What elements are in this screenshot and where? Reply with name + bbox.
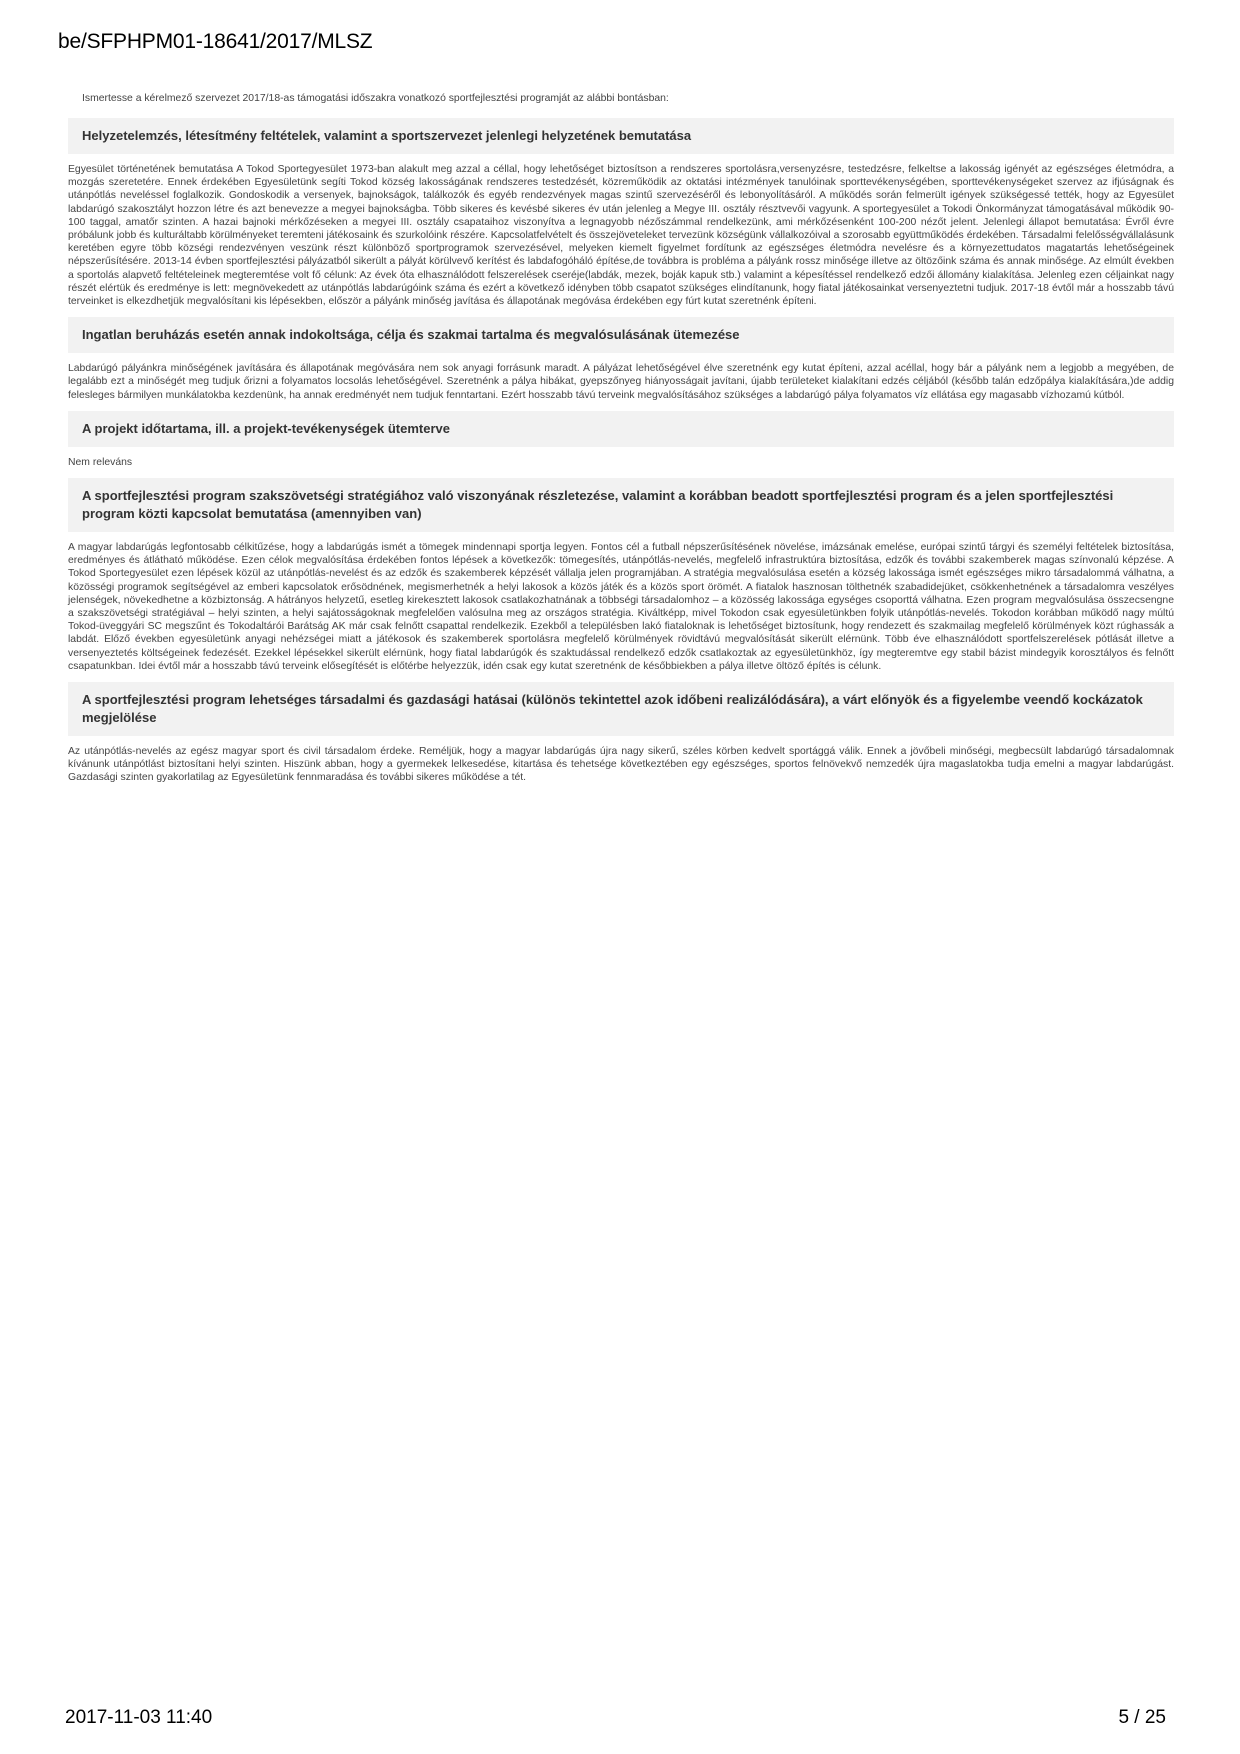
section-heading: Ingatlan beruházás esetén annak indokoltsága, célja és szakmai tartalma és megvalósulásának ütemezése bbox=[68, 317, 1174, 353]
section-real-estate-investment bbox=[68, 317, 1174, 402]
document-content bbox=[68, 92, 1174, 794]
section-heading: A sportfejlesztési program szakszövetségi stratégiához való viszonyának részletezése, valamint a korábban beadott sportfejlesztési program és a jelen sportfejlesztési program közti kapcsolat bemutatása (amennyiben van) bbox=[68, 478, 1174, 532]
section-body: Nem releváns bbox=[68, 456, 133, 468]
section-federation-strategy bbox=[68, 478, 1174, 673]
section-heading: Helyzetelemzés, létesítmény feltételek, valamint a sportszervezet jelenlegi helyzetének bemutatása bbox=[68, 118, 1174, 154]
section-body: Egyesület történetének bemutatása A Tokod Sportegyesület 1973-ban alakult meg azzal a céllal, hogy lehetőséget biztosítson a rendszeres sportolásra,versenyzésre, testedzésre, felkeltse a lakosság igényét az egészséges életmódra, a mozgás szeretetére. Ennek érdekében Egyesületünk segíti Tokod község lakosságának rendszeres testedzését, közreműködik az oktatási intézmények tanulóinak sporttevékenységében, sporttevékenységeket szervez az ifjúságnak és utánpótlás neveléssel foglalkozik. Gondoskodik a versenyek, bajnokságok, találkozók és egyéb rendezvények magas szintű szervezéséről és lebonyolításáról. A működés során felmerült igények szükségessé tették, hogy az Egyesület labdarúgó szakosztályt hozzon létre és azt benevezze a megyei bajnokságba. Több sikeres és kevésbé sikeres év után jelenleg a Megye III. osztály résztvevői vagyunk. A sportegyesület a Tokodi Önkormányzat támogatásával működik 90-100 taggal, amatőr szinten. A hazai bajnoki mérkőzéseken a megyei III. osztály csapataihoz viszonyítva a legnagyobb nézőszámmal rendelkezünk, ami mérkőzésenként 100-200 nézőt jelent. Jelenlegi állapot bemutatása: Évről évre próbálunk jobb és kulturáltabb körülményeket teremteni játékosaink és szurkolóink részére. Kapcsolatfelvételt és összejöveteleket tervezünk községünk vállalkozóival a szorosabb együttműködés érdekében. Társadalmi felelősségvállalásunk keretében egyre több községi rendezvényen veszünk részt különböző sportprogramok szervezésével, melyeken kiemelt figyelmet fordítunk az egészséges életmódra nevelésre és a környezettudatos magatartás lehetőségeinek népszerűsítésére. 2013-14 évben sportfejlesztési pályázatból sikerült a pályát körülvevő kerítést és labdafogóháló építése,de továbbra is probléma a pályánk rossz minősége illetve az öltözőink száma és annak minősége. Az elmúlt években a sportolás alapvető feltételeinek megteremtése volt fő célunk: Az évek óta elhasználódott felszerelések cseréje(labdák, mezek, boják kapuk stb.) valamint a képesítéssel rendelkező edzői állomány kialakítása. Jelenleg ezen céljainkat nagy részét elértük és eredménye is lett: megnövekedett az utánpótlás labdarúgóink száma és ezért a következő idényben több csapatot szükséges elindítanunk, hogy fiatal játékosainkat versenyeztetni tudjuk. 2017-18 évtől már a hosszabb távú terveinket is elkezdhetjük megvalósítani kis lépésekben, először a pályánk minőség javítása és állapotának megóvása érdekében egy fúrt kutat szeretnénk építeni. bbox=[68, 164, 1174, 308]
section-body: A magyar labdarúgás legfontosabb célkitűzése, hogy a labdarúgás ismét a tömegek mindennapi sportja legyen. Fontos cél a futball népszerűsítésének növelése, imázsának emelése, európai szintű tárgyi és személyi feltételek biztosítása, eredményes és átlátható működése. Ezen célok megvalósítása érdekében fontos lépések a következők: tömegesítés, utánpótlás-nevelés, megfelelő infrastruktúra biztosítása, edzők és további szakemberek magas színvonalú képzése. A Tokod Sportegyesület ezen lépések közül az utánpótlás-nevelést és az edzők és szakemberek képzését vállalja jelen programjában. A stratégia megvalósulása esetén a község lakossága ismét egészséges mikro társadalommá válhatna, a közösségi programok segítségével az emberi kapcsolatok erősödnének, megismerhetnék a helyi lakosok a közös játék és a közös sport örömét. A fiatalok hasznosan tölthetnék szabadidejüket, csökkenhetnének a társadalomra veszélyes jelenségek, növekedhetne a közbiztonság. A hátrányos helyzetű, esetleg kirekesztett lakosok csatlakozhatnának a többségi társadalomhoz – a közösség lakossága egységes csoporttá válhatna. Ezen program megvalósulása összecsengne a szakszövetségi stratégiával – helyi szinten, a helyi sajátosságoknak megfelelően valósulna meg az országos stratégia. Kiváltképp, mivel Tokodon csak egyesületünkben folyik utánpótlás-nevelés. Tokodon korábban működő nagy múltú Tokod-üveggyári SC megszűnt és Tokodaltárói Barátság AK már csak felnőtt csapattal rendelkezik. Ezekből a településben lakó fiataloknak is lehetőséget biztosítunk, hogy rendezett és szakmailag megfelelő körülmények közt rúghassák a labdát. Előző években egyesületünk anyagi nehézségei miatt a játékosok és szakemberek sportolásra megfelelő körülmények rövidtávú megvalósítását sikerült elérnünk. Több éve elhasználódott sportfelszerelések pótlását illetve a versenyeztetés költségeinek fedezését. Ezekkel lépésekkel sikerült elérnünk, hogy fiatal labdarúgók és szaktudással rendelkező edzők csatlakoztak az egyesületünkhöz, így megteremtve egy stabil bázist mindegyik korosztályos és felnőtt csapatunkban. Idei évtől már a hosszabb távú terveink elősegítését is előtérbe helyezzük, idén csak egy kutat szeretnénk de későbbiekben a pálya illetve öltöző építés is célunk. bbox=[68, 542, 1174, 672]
section-body: Labdarúgó pályánkra minőségének javítására és állapotának megóvására nem sok anyagi forrásunk maradt. A pályázat lehetőségével élve szeretnénk egy kutat építeni, azzal acéllal, hogy bár a pályánk nem a legjobb a megyében, de legalább ezt a minőségét meg tudjuk őrizni a folyamatos locsolás lehetőségével. Szeretnénk a pálya hibákat, gyepszőnyeg hiányosságait javítani, újabb területeket kialakítani edzés céljából (később talán edzőpálya kialakítására,)de addig felesleges bármilyen munkálatokba kezdenünk, ha annak eredményét nem tudjuk fenntartani. Ezért hosszabb távú terveink megvalósításához szükséges a labdarúgó pálya folyamatos víz ellátása egy magasabb vízhozamú kútból. bbox=[68, 363, 1174, 401]
section-heading: A projekt időtartama, ill. a projekt-tevékenységek ütemterve bbox=[68, 411, 1174, 447]
section-heading: A sportfejlesztési program lehetséges társadalmi és gazdasági hatásai (különös tekintettel azok időbeni realizálódására), a várt előnyök és a figyelembe veendő kockázatok megjelölése bbox=[68, 682, 1174, 736]
section-project-schedule bbox=[68, 411, 1174, 469]
section-social-economic-impact bbox=[68, 682, 1174, 785]
footer-page-number: 5 / 25 bbox=[1118, 1707, 1166, 1728]
section-body: Az utánpótlás-nevelés az egész magyar sport és civil társadalom érdeke. Reméljük, hogy a magyar labdarúgás újra nagy sikerű, széles körben kedvelt sportággá válik. Ennek a jövőbeli minőségi, megbecsült labdarúgó társadalomnak kívánunk utánpótlást biztosítani helyi szinten. Hiszünk abban, hogy a gyermekek lelkesedése, kitartása és tehetsége következtében egy egészséges, sportos felnövekvő nemzedék újra magaslatokba tudja emelni a magyar labdarúgást. Gazdasági szinten gyakorlatilag az Egyesületünk fennmaradása és további sikeres működése a tét. bbox=[68, 746, 1174, 784]
section-situation-analysis bbox=[68, 118, 1174, 308]
document-id: be/SFPHPM01-18641/2017/MLSZ bbox=[58, 30, 373, 53]
footer-datetime: 2017-11-03 11:40 bbox=[65, 1707, 213, 1728]
intro-text: Ismertesse a kérelmező szervezet 2017/18-as támogatási időszakra vonatkozó sportfejlesztési programját az alábbi bontásban: bbox=[82, 93, 669, 104]
